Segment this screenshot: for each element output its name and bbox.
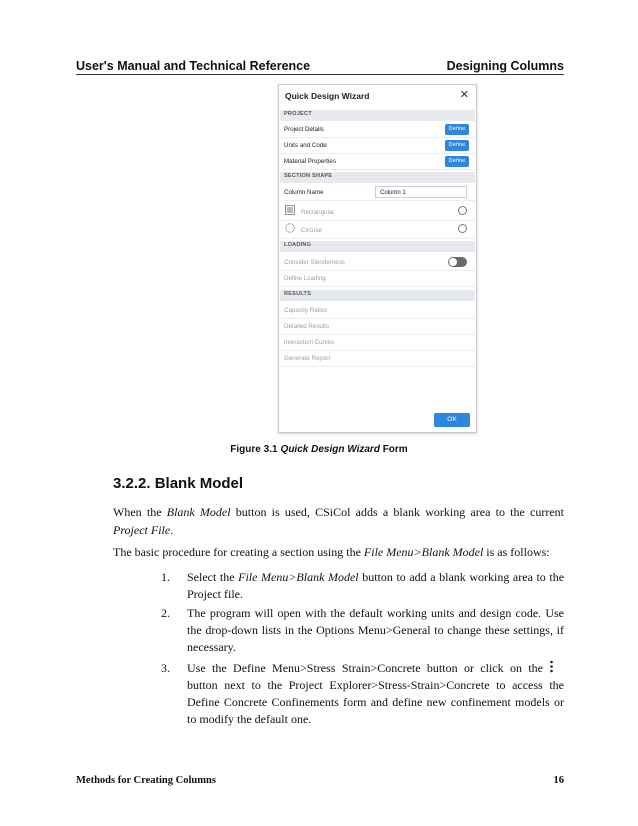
- paragraph-intro: [113, 503, 564, 539]
- page-header: [76, 59, 564, 75]
- circle-shape-icon: [285, 223, 295, 233]
- list-text: [187, 569, 564, 603]
- kebab-menu-icon: [549, 660, 554, 673]
- list-number: 1.: [161, 570, 170, 584]
- row-interaction-curves[interactable]: [280, 335, 475, 351]
- section-project-label: PROJECT: [284, 111, 312, 117]
- text-italic: File Menu>Blank Model: [238, 570, 359, 584]
- text: Select the: [187, 570, 239, 584]
- row-label: Consider Slenderness: [284, 259, 345, 266]
- section-results: [280, 290, 475, 301]
- text: is as follows:: [483, 545, 550, 559]
- text-italic: Project File: [113, 523, 171, 537]
- page-number: 16: [553, 775, 564, 786]
- circular-label: Circular: [301, 227, 323, 234]
- figure-caption: [0, 444, 638, 455]
- section-loading-label: LOADING: [284, 242, 312, 248]
- list-text: [187, 660, 564, 728]
- row-project-details: [280, 122, 475, 138]
- rectangular-label: Rectangular: [301, 209, 335, 216]
- rectangle-shape-icon: [285, 205, 295, 215]
- row-label: Interaction Curves: [284, 339, 335, 346]
- footer-left: Methods for Creating Columns: [76, 775, 216, 786]
- text-italic: File Menu>Blank Model: [363, 545, 484, 559]
- caption-italic: Quick Design Wizard: [280, 444, 380, 455]
- quick-design-wizard-dialog: [278, 84, 477, 433]
- section-loading: [280, 241, 475, 252]
- section-shape-label: SECTION SHAPE: [284, 173, 333, 179]
- list-text: The program will open with the default working units and design code. Use the drop-down lists in the Options Menu>General to change these settings, if necessary.: [187, 606, 564, 654]
- dialog-title: Quick Design Wizard: [285, 91, 370, 101]
- column-name-input[interactable]: Column 1: [375, 186, 467, 198]
- row-label: Units and Code: [284, 142, 327, 149]
- list-number: 2.: [161, 606, 170, 620]
- list-item: [161, 660, 564, 730]
- row-capacity-ratios[interactable]: [280, 303, 475, 319]
- circular-radio[interactable]: [458, 224, 467, 233]
- row-consider-slenderness: [280, 255, 475, 271]
- row-label: Detailed Results: [284, 323, 330, 330]
- list-number: 3.: [161, 661, 170, 675]
- ok-button[interactable]: OK: [434, 413, 470, 427]
- list-item: [161, 569, 564, 605]
- text: button to add a blank working area to the Project file.: [187, 570, 565, 601]
- text: button next to the Project Explorer>Stress-Strain>Concrete to access the Define Concrete Confinements form and define new confinement models or to modify the default one.: [187, 678, 564, 726]
- list-item: [161, 605, 564, 657]
- text: When the: [113, 505, 167, 519]
- row-define-loading[interactable]: [280, 271, 475, 287]
- text: .: [170, 523, 174, 537]
- section-results-label: RESULTS: [284, 291, 312, 297]
- text: button is used, CSiCol adds a blank working area to the current: [230, 505, 564, 519]
- define-project-details-button[interactable]: Define: [445, 124, 469, 135]
- row-label: Project Details: [284, 126, 324, 133]
- row-circular[interactable]: [280, 221, 475, 239]
- paragraph-procedure: [113, 543, 564, 561]
- close-icon[interactable]: ✕: [459, 89, 469, 101]
- header-rule: [76, 74, 564, 75]
- row-column-name: [280, 185, 475, 201]
- define-material-button[interactable]: Define: [445, 156, 469, 167]
- text: The basic procedure for creating a section using the: [113, 545, 364, 559]
- text-italic: Blank Model: [166, 505, 231, 519]
- text: Use the Define Menu>Stress Strain>Concrete button or click on the: [187, 661, 543, 675]
- column-name-label: Column Name: [284, 189, 324, 196]
- header-right: Designing Columns: [446, 59, 564, 73]
- rectangular-radio[interactable]: [458, 206, 467, 215]
- row-units-and-code: [280, 138, 475, 154]
- define-units-button[interactable]: Define: [445, 140, 469, 151]
- row-label: Generate Report: [284, 355, 331, 362]
- slenderness-toggle[interactable]: [448, 257, 467, 267]
- row-label: Capacity Ratios: [284, 307, 328, 314]
- header-left: User's Manual and Technical Reference: [76, 59, 311, 73]
- caption-suffix: Form: [382, 444, 408, 455]
- row-label: Material Properties: [284, 158, 336, 165]
- row-material-properties: [280, 154, 475, 170]
- row-rectangular[interactable]: [280, 203, 475, 221]
- section-heading: 3.2.2. Blank Model: [113, 475, 244, 492]
- section-shape: [280, 172, 475, 183]
- toggle-knob: [449, 258, 457, 266]
- section-project: [280, 110, 475, 121]
- row-generate-report[interactable]: [280, 351, 475, 367]
- row-detailed-results[interactable]: [280, 319, 475, 335]
- row-label: Define Loading: [284, 275, 326, 282]
- caption-number: Figure 3.1: [230, 444, 278, 455]
